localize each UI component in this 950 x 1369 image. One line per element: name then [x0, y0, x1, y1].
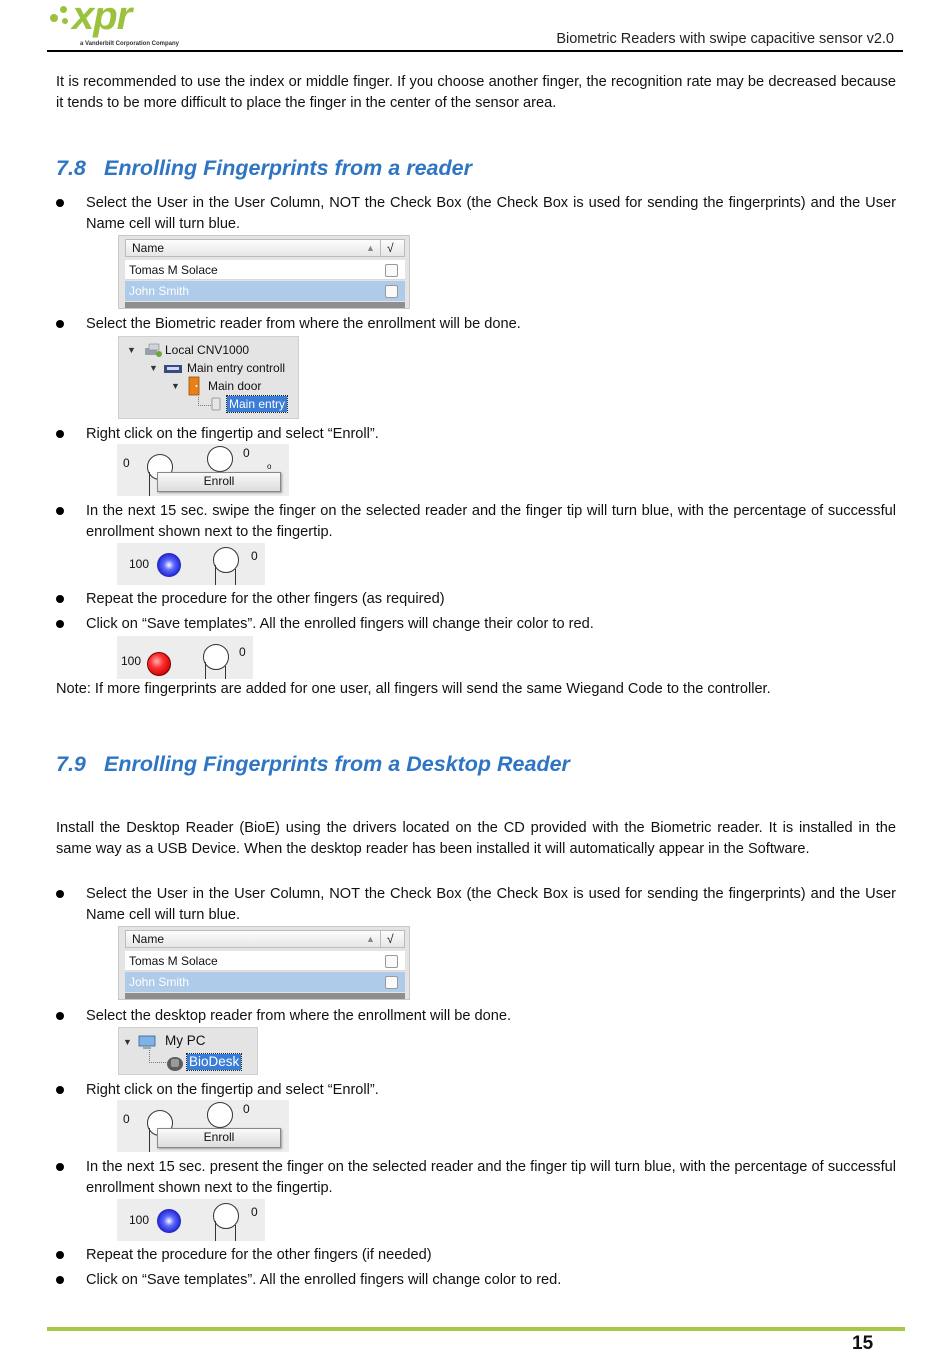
send-checkbox[interactable] [385, 285, 398, 298]
desktop-reader-icon [165, 1054, 185, 1072]
sort-arrow-icon: ▲ [366, 934, 375, 944]
logo-dot-icon [62, 18, 68, 24]
tree-item-root[interactable]: My PC [165, 1033, 206, 1048]
expand-arrow-icon[interactable]: ▼ [149, 363, 158, 373]
step-text: Right click on the fingertip and select “Enroll”. [86, 1082, 379, 1098]
finger-percent: 0 [251, 549, 258, 563]
section-intro-paragraph: Install the Desktop Reader (BioE) using the drivers located on the CD provided with the Biometric reader. It is installed in the same way as a USB Device. When the desktop reader has been installed it will automatically appear in the Software. [56, 820, 896, 857]
context-menu-enroll[interactable]: Enroll [157, 1128, 281, 1148]
user-row[interactable] [125, 260, 405, 280]
finger-percent: 0 [243, 1102, 250, 1116]
finger-percent-partial: o [267, 462, 272, 471]
user-name-cell[interactable]: Tomas M Solace [129, 263, 218, 277]
bullet-icon [56, 1251, 64, 1259]
finger-blue-panel [117, 1199, 265, 1241]
finger-enroll-panel [117, 444, 289, 496]
table-scrollbar[interactable] [125, 993, 405, 999]
user-name-cell[interactable]: John Smith [129, 975, 190, 989]
step-text: Select the desktop reader from where the enrollment will be done. [86, 1008, 512, 1024]
user-table-header[interactable] [125, 930, 405, 948]
section-heading-7-9 [56, 752, 570, 777]
section-title: Enrolling Fingerprints from a Desktop Reader [104, 752, 570, 776]
step-text: Repeat the procedure for the other fingers (as required) [86, 591, 445, 607]
user-table-header[interactable] [125, 239, 405, 257]
network-icon [143, 342, 163, 358]
intro-paragraph: It is recommended to use the index or middle finger. If you choose another finger, the recognition rate may be decreased because it tends to be more difficult to place the finger in the center of the sensor area. [56, 74, 896, 111]
finger-outline [215, 1221, 216, 1241]
step-text: Repeat the procedure for the other fingers (if needed) [86, 1247, 432, 1263]
step-text: Select the Biometric reader from where the enrollment will be done. [86, 316, 521, 332]
fingertip[interactable] [207, 1102, 233, 1128]
step-text: In the next 15 sec. swipe the finger on the selected reader and the finger tip will turn blue, with the percentage of successful enrollment shown next to the fingertip. [86, 503, 896, 540]
logo: xpr [72, 0, 132, 38]
section-number: 7.9 [56, 752, 86, 776]
controller-icon [163, 363, 183, 375]
finger-percent: 0 [243, 446, 250, 460]
bullet-icon [56, 1163, 64, 1171]
bullet-icon [56, 199, 64, 207]
send-checkbox[interactable] [385, 264, 398, 277]
finger-outline [215, 565, 216, 585]
finger-percent: 0 [239, 645, 246, 659]
header [0, 0, 950, 56]
user-table [118, 235, 410, 309]
column-check-header: √ [380, 240, 394, 256]
desktop-reader-tree [118, 1027, 258, 1075]
tree-item-door[interactable]: Main door [208, 379, 262, 393]
logo-dot-icon [60, 6, 67, 13]
tree-item-biodesk-selected[interactable]: BioDesk [189, 1054, 240, 1069]
bullet-icon [56, 595, 64, 603]
note-paragraph: Note: If more fingerprints are added for one user, all fingers will send the same Wiegand Code to the controller. [56, 681, 771, 697]
logo-dot-icon [50, 14, 58, 22]
section-title: Enrolling Fingerprints from a reader [104, 156, 472, 180]
user-row-selected[interactable] [125, 281, 405, 301]
finger-red-panel [117, 636, 253, 679]
fingertip-blue[interactable] [157, 1209, 181, 1233]
section-number: 7.8 [56, 156, 86, 180]
step-text: Select the User in the User Column, NOT the Check Box (the Check Box is used for sending the fingerprints) and the User Name cell will turn blue. [86, 886, 896, 923]
finger-outline [235, 569, 236, 585]
footer-divider [47, 1327, 905, 1331]
finger-percent: 100 [129, 1213, 150, 1227]
section-heading-7-8 [56, 156, 472, 181]
user-name-cell[interactable]: Tomas M Solace [129, 954, 218, 968]
finger-percent: 0 [123, 456, 130, 470]
fingertip-red[interactable] [147, 652, 171, 676]
step-text: Click on “Save templates”. All the enrolled fingers will change color to red. [86, 1272, 562, 1288]
finger-blue-panel [117, 543, 265, 585]
finger-outline [149, 1128, 150, 1152]
table-scrollbar[interactable] [125, 302, 405, 308]
bullet-icon [56, 1012, 64, 1020]
finger-percent: 0 [123, 1112, 130, 1126]
send-checkbox[interactable] [385, 976, 398, 989]
column-name-header: Name [132, 932, 165, 946]
tree-connector [149, 1050, 166, 1063]
user-table [118, 926, 410, 1000]
page-number: 15 [852, 1333, 874, 1354]
step-text: In the next 15 sec. present the finger on the selected reader and the finger tip will turn blue, with the percentage of successful enrollment shown next to the fingertip. [86, 1159, 896, 1196]
bullet-icon [56, 620, 64, 628]
computer-icon [137, 1034, 161, 1050]
header-divider [47, 50, 903, 52]
finger-outline [235, 1225, 236, 1241]
user-row-selected[interactable] [125, 972, 405, 992]
step-text: Right click on the fingertip and select “Enroll”. [86, 426, 379, 442]
finger-outline [149, 472, 150, 496]
send-checkbox[interactable] [385, 955, 398, 968]
document-title: Biometric Readers with swipe capacitive sensor v2.0 [556, 31, 894, 47]
bullet-icon [56, 1276, 64, 1284]
fingertip-blue[interactable] [157, 553, 181, 577]
tree-connector [198, 397, 211, 406]
logo-tagline: a Vanderbilt Corporation Company [80, 41, 180, 47]
user-row[interactable] [125, 951, 405, 971]
user-name-cell[interactable]: John Smith [129, 284, 190, 298]
bullet-icon [56, 507, 64, 515]
column-name-header: Name [132, 241, 165, 255]
finger-outline [225, 666, 226, 679]
bullet-icon [56, 430, 64, 438]
bullet-icon [56, 1086, 64, 1094]
bullet-icon [56, 320, 64, 328]
step-text: Select the User in the User Column, NOT the Check Box (the Check Box is used for sending the fingerprints) and the User Name cell will turn blue. [86, 195, 896, 232]
column-check-header: √ [380, 931, 394, 947]
expand-arrow-icon[interactable]: ▼ [127, 345, 136, 355]
tree-item-reader-selected[interactable]: Main entry [229, 397, 286, 411]
reader-icon [211, 397, 221, 411]
step-text: Click on “Save templates”. All the enrolled fingers will change their color to red. [86, 616, 594, 632]
door-icon [187, 376, 201, 396]
tree-item-controller[interactable]: Main entry controll [187, 361, 286, 375]
tree-item-root[interactable]: Local CNV1000 [165, 343, 250, 357]
reader-tree [118, 336, 299, 419]
finger-percent: 100 [121, 654, 142, 668]
bullet-icon [56, 890, 64, 898]
finger-percent: 100 [129, 557, 150, 571]
finger-outline [205, 662, 206, 679]
context-menu-enroll[interactable]: Enroll [157, 472, 281, 492]
fingertip[interactable] [207, 446, 233, 472]
finger-percent: 0 [251, 1205, 258, 1219]
expand-arrow-icon[interactable]: ▼ [171, 381, 180, 391]
expand-arrow-icon[interactable]: ▼ [123, 1037, 132, 1047]
sort-arrow-icon: ▲ [366, 243, 375, 253]
finger-enroll-panel [117, 1100, 289, 1152]
